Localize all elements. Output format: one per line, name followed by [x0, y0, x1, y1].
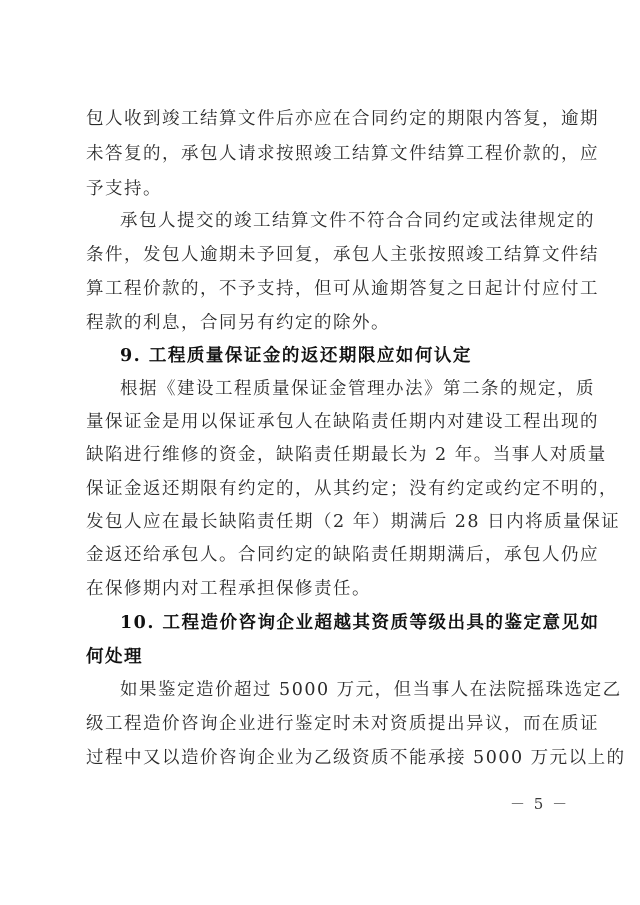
- body-text-line: 未答复的，承包人请求按照竣工结算文件结算工程价款的，应: [86, 144, 599, 164]
- page-number: － 5 －: [510, 795, 570, 813]
- body-text-line: 量保证金是用以保证承包人在缺陷责任期内对建设工程出现的: [86, 412, 599, 432]
- body-text-line: 缺陷进行维修的资金，缺陷责任期最长为 2 年。当事人对质量: [86, 445, 607, 465]
- body-text-line: 如果鉴定造价超过 5000 万元，但当事人在法院摇珠选定乙: [120, 680, 622, 700]
- section-heading-9: 9. 工程质量保证金的返还期限应如何认定: [120, 346, 472, 366]
- body-text-line: 算工程价款的，不予支持，但可从逾期答复之日起计付应付工: [86, 279, 599, 299]
- body-text-line: 包人收到竣工结算文件后亦应在合同约定的期限内答复，逾期: [86, 109, 599, 129]
- body-text-line: 金返还给承包人。合同约定的缺陷责任期期满后，承包人仍应: [86, 545, 599, 565]
- body-text-line: 过程中又以造价咨询企业为乙级资质不能承接 5000 万元以上的: [86, 748, 626, 768]
- body-text-line: 发包人应在最长缺陷责任期（2 年）期满后 28 日内将质量保证: [86, 512, 621, 532]
- body-text-line: 予支持。: [86, 179, 162, 199]
- section-heading-10-continued: 何处理: [86, 647, 143, 667]
- body-text-line: 承包人提交的竣工结算文件不符合合同约定或法律规定的: [120, 211, 595, 231]
- body-text-line: 级工程造价咨询企业进行鉴定时未对资质提出异议，而在质证: [86, 714, 599, 734]
- body-text-line: 条件，发包人逾期未予回复，承包人主张按照竣工结算文件结: [86, 245, 599, 265]
- body-text-line: 程款的利息，合同另有约定的除外。: [86, 313, 390, 333]
- body-text-line: 根据《建设工程质量保证金管理办法》第二条的规定，质: [120, 379, 595, 399]
- section-heading-10: 10. 工程造价咨询企业超越其资质等级出具的鉴定意见如: [120, 613, 600, 633]
- body-text-line: 在保修期内对工程承担保修责任。: [86, 579, 371, 599]
- body-text-line: 保证金返还期限有约定的，从其约定；没有约定或约定不明的，: [86, 479, 618, 499]
